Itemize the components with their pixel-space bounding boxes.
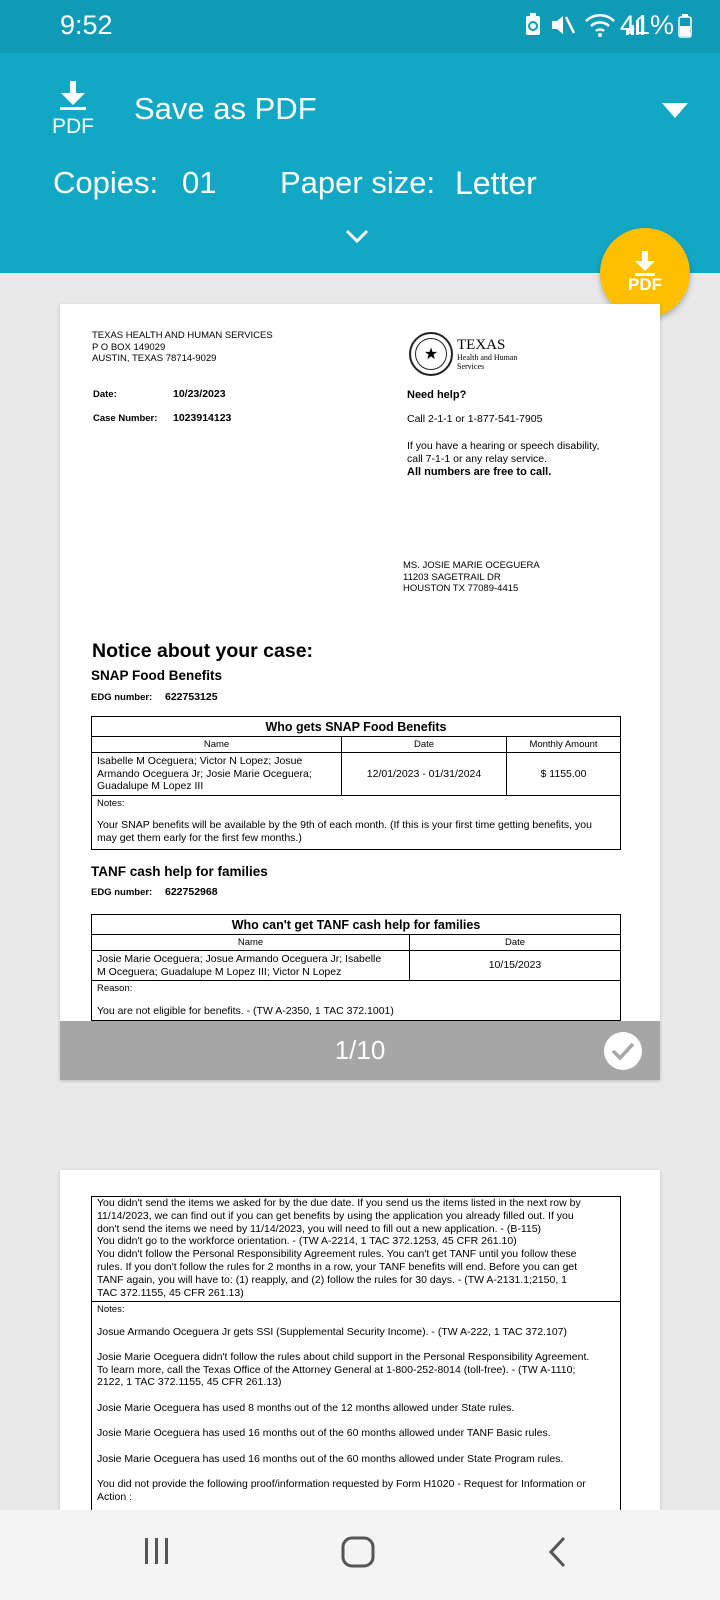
copies-value[interactable]: 01 bbox=[182, 165, 217, 200]
help-phone: Call 2-1-1 or 1-877-541-7905 bbox=[407, 413, 543, 425]
note-line: To learn more, call the Texas Office of the Attorney General at 1-800-252-8014 (toll-free). - (TW A-1110; bbox=[97, 1363, 576, 1376]
note-line: Action : bbox=[97, 1490, 133, 1503]
copies-label: Copies: bbox=[53, 165, 159, 200]
page-selection-bar bbox=[60, 1021, 660, 1080]
snap-date-cell: 12/01/2023 - 01/31/2024 bbox=[342, 753, 507, 796]
snap-table bbox=[91, 716, 621, 850]
note-line: Josue Armando Oceguera Jr gets SSI (Supplemental Security Income). - (TW A-222, 1 TAC 372.107) bbox=[97, 1325, 567, 1338]
reason-line: You didn't go to the workforce orientation. - (TW A-2214, 1 TAC 372.1253, 45 CFR 261.10) bbox=[97, 1235, 517, 1248]
paper-size-label: Paper size: bbox=[280, 165, 436, 200]
tanf-table bbox=[91, 914, 621, 1021]
printer-dropdown-icon[interactable] bbox=[662, 103, 688, 118]
print-header bbox=[0, 53, 720, 273]
snap-name-line: Guadalupe M Lopez III bbox=[97, 780, 204, 792]
page-preview-2[interactable] bbox=[60, 1170, 660, 1510]
texas-hhs-logo bbox=[409, 332, 517, 376]
reason-line: don't send the items we need by 11/14/2023, you will need to fill out a new application. - (B-115) bbox=[97, 1222, 542, 1235]
note-line: Josie Marie Oceguera has used 16 months out of the 60 months allowed under State Program rules. bbox=[97, 1452, 564, 1465]
battery-indicator bbox=[620, 10, 692, 41]
pdf-icon-label: PDF bbox=[52, 115, 94, 137]
snap-table-title: Who gets SNAP Food Benefits bbox=[92, 717, 621, 737]
reason-line: You didn't follow the Personal Responsibility Agreement rules. You can't get TANF until you follow these bbox=[97, 1248, 577, 1261]
help-hearing-line: call 7-1-1 or any relay service. bbox=[407, 453, 548, 465]
sender-address bbox=[92, 330, 273, 365]
home-icon[interactable] bbox=[341, 1536, 375, 1568]
date-value: 10/23/2023 bbox=[173, 388, 226, 400]
reason-label: Reason: bbox=[97, 983, 133, 994]
tanf-table-title: Who can't get TANF cash help for families bbox=[92, 915, 621, 935]
reasons-cell bbox=[92, 1197, 621, 1302]
snap-note-line: Your SNAP benefits will be available by the 9th of each month. (If this is your first time getting benefits, you bbox=[97, 819, 592, 831]
snap-amount-cell: $ 1155.00 bbox=[507, 753, 621, 796]
note-line: Josie Marie Oceguera has used 8 months out of the 12 months allowed under State rules. bbox=[97, 1401, 515, 1414]
printer-select[interactable]: Save as PDF bbox=[134, 91, 317, 126]
logo-text: TEXAS bbox=[457, 336, 506, 353]
back-icon[interactable] bbox=[548, 1536, 568, 1568]
expand-options-icon[interactable] bbox=[345, 229, 369, 245]
recipient-line: MS. JOSIE MARIE OCEGUERA bbox=[403, 560, 540, 571]
tanf-edg-label: EDG number: bbox=[91, 887, 153, 898]
tanf-name-line: M Oceguera; Guadalupe M Lopez III; Victor N Lopez bbox=[97, 965, 342, 978]
status-time: 9:52 bbox=[60, 10, 113, 40]
snap-note-line: may get them early for the first few months.) bbox=[97, 831, 302, 844]
snap-edg-label: EDG number: bbox=[91, 692, 153, 703]
check-icon bbox=[611, 1041, 635, 1061]
help-hearing bbox=[407, 440, 599, 466]
snap-notes-cell bbox=[92, 795, 621, 849]
tanf-names-cell bbox=[92, 951, 410, 981]
tanf-edg-value: 622752968 bbox=[165, 886, 218, 898]
notes-cell bbox=[92, 1302, 621, 1510]
col-header-name: Name bbox=[92, 935, 410, 951]
reason-line: You didn't send the items we asked for by the due date. If you send us the items listed in the next row by bbox=[97, 1197, 581, 1209]
snap-names-cell bbox=[92, 753, 342, 796]
page-preview-1[interactable] bbox=[60, 304, 660, 1080]
recipient-address bbox=[403, 560, 540, 595]
recipient-line: HOUSTON TX 77089-4415 bbox=[403, 583, 519, 594]
wifi-icon bbox=[584, 12, 616, 38]
tanf-reason-cell bbox=[92, 981, 621, 1021]
case-number-label: Case Number: bbox=[93, 413, 158, 424]
case-number-value: 1023914123 bbox=[173, 412, 232, 424]
snap-name-line: Isabelle M Oceguera; Victor N Lopez; Josue bbox=[97, 755, 303, 767]
pdf-download-icon bbox=[48, 81, 98, 137]
reason-line: TAC 372.1155, 45 CFR 261.13) bbox=[97, 1286, 244, 1299]
help-hearing-line: If you have a hearing or speech disability, bbox=[407, 440, 600, 452]
sender-line: AUSTIN, TEXAS 78714-9029 bbox=[92, 353, 217, 364]
page-counter: 1/10 bbox=[334, 1035, 386, 1065]
logo-subtext: Services bbox=[457, 361, 485, 371]
col-header-date: Date bbox=[342, 737, 507, 753]
reason-line: 11/14/2023, we can find out if you can get benefits by using the application you already filled out. If you bbox=[97, 1209, 574, 1222]
help-title: Need help? bbox=[407, 389, 467, 401]
note-line: Josie Marie Oceguera has used 16 months out of the 60 months allowed under TANF Basic rules. bbox=[97, 1427, 551, 1440]
snap-section-title: SNAP Food Benefits bbox=[91, 668, 223, 683]
tanf-name-line: Josie Marie Oceguera; Josue Armando Oceguera Jr; Isabelle bbox=[97, 953, 382, 965]
col-header-name: Name bbox=[92, 737, 342, 753]
notes-label: Notes: bbox=[97, 797, 125, 809]
battery-saver-icon bbox=[524, 13, 542, 37]
tanf-section-title: TANF cash help for families bbox=[91, 864, 268, 879]
battery-percent: 41% bbox=[619, 10, 674, 40]
paper-size-value[interactable]: Letter bbox=[455, 165, 537, 201]
help-free: All numbers are free to call. bbox=[407, 466, 552, 478]
note-line: You did not provide the following proof/information requested by Form H1020 - Request for Information or bbox=[97, 1478, 586, 1491]
download-icon bbox=[632, 251, 658, 277]
notes-label: Notes: bbox=[97, 1304, 125, 1316]
recipient-line: 11203 SAGETRAIL DR bbox=[403, 571, 501, 583]
navigation-bar bbox=[0, 1510, 720, 1600]
tanf-date-cell: 10/15/2023 bbox=[410, 951, 621, 981]
recent-apps-icon[interactable] bbox=[142, 1536, 172, 1566]
notice-title: Notice about your case: bbox=[92, 640, 314, 662]
reasons-table bbox=[91, 1196, 621, 1510]
reason-line: rules. If you don't follow the rules for 2 months in a row, your TANF benefits will end. Before you can get bbox=[97, 1260, 578, 1273]
reason-line: TANF again, you will have to: (1) reapply, and (2) follow the rules for 30 days. - (TW A-2131.1;2150, 1 bbox=[97, 1273, 567, 1286]
page-select-checkbox[interactable] bbox=[604, 1032, 642, 1070]
note-line: 2122, 1 TAC 372.1155, 45 CFR 261.13) bbox=[97, 1376, 282, 1389]
battery-icon bbox=[678, 14, 692, 38]
sender-line: TEXAS HEALTH AND HUMAN SERVICES bbox=[92, 330, 273, 341]
note-line: Josie Marie Oceguera didn't follow the rules about child support in the Personal Responsibility Agreement. bbox=[97, 1351, 590, 1364]
date-label: Date: bbox=[93, 389, 117, 400]
mute-icon bbox=[550, 13, 576, 37]
tanf-reason-text: You are not eligible for benefits. - (TW A-2350, 1 TAC 372.1001) bbox=[97, 1004, 394, 1017]
texas-seal-icon: ★ bbox=[409, 332, 453, 376]
snap-edg-value: 622753125 bbox=[165, 691, 218, 703]
logo-subtext: Health and Human bbox=[457, 352, 518, 362]
save-pdf-button-label: PDF bbox=[628, 275, 662, 294]
sender-line: P O BOX 149029 bbox=[92, 341, 166, 353]
col-header-date: Date bbox=[410, 935, 621, 951]
snap-name-line: Armando Oceguera Jr; Josie Marie Oceguera; bbox=[97, 767, 312, 780]
status-bar bbox=[0, 0, 720, 53]
col-header-amount: Monthly Amount bbox=[507, 737, 621, 753]
